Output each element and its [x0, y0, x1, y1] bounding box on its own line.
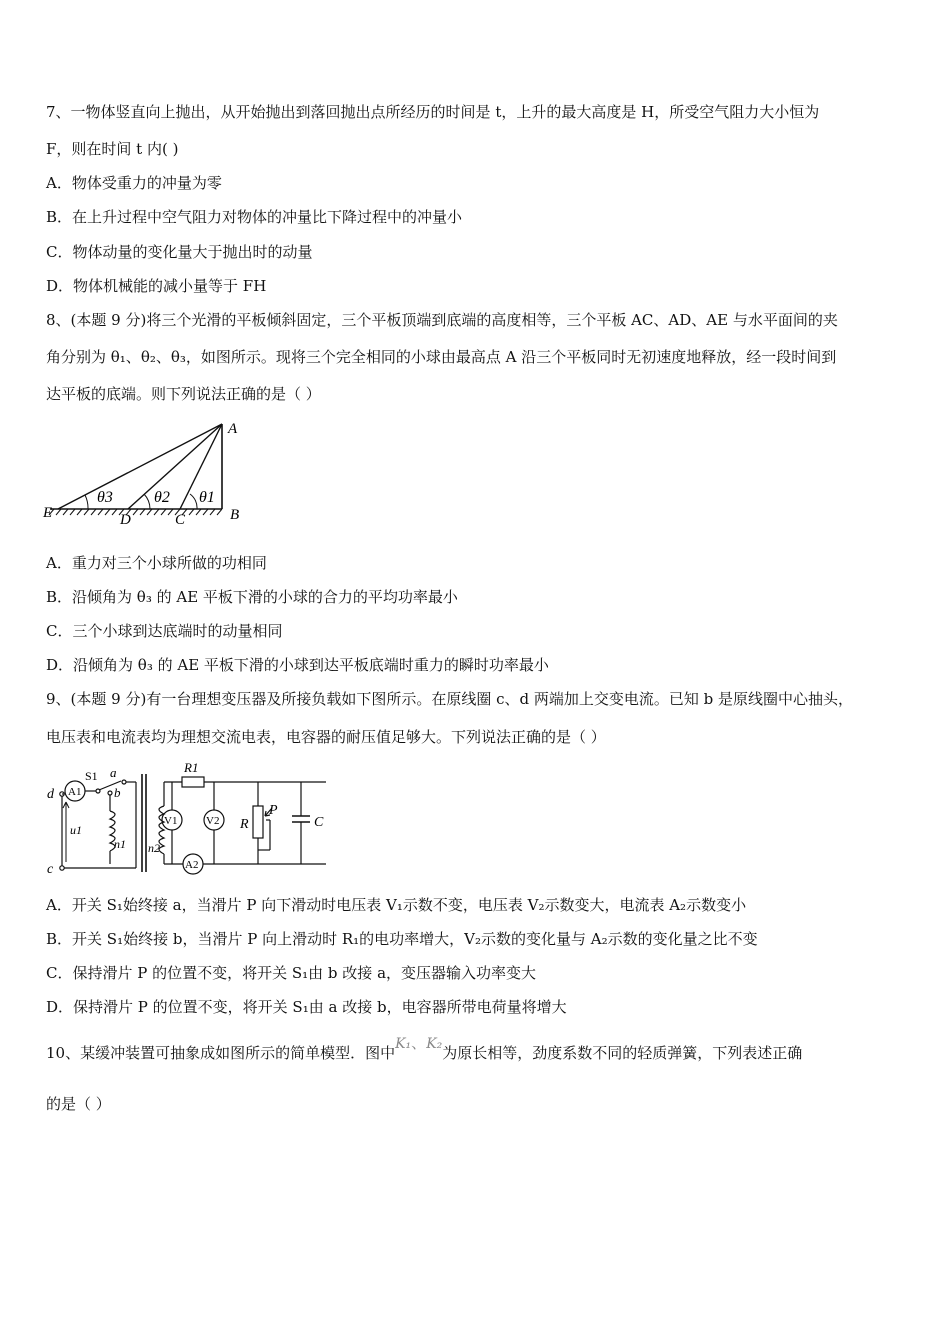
- q9-label-r1: R1: [184, 760, 199, 775]
- q8-stem-line2: 角分别为 θ₁、θ₂、θ₃，如图所示。现将三个完全相同的小球由最高点 A 沿三个平板同时无初速度地释放，经一段时间到: [46, 348, 837, 366]
- q9-label-a: a: [110, 765, 117, 780]
- q9-option-d: D．保持滑片 P 的位置不变，将开关 S₁由 a 改接 b，电容器所带电荷量将增大: [46, 998, 567, 1016]
- q8-label-c: C: [175, 512, 186, 528]
- q9-label-d: d: [47, 787, 54, 802]
- q9-label-v2: V2: [206, 815, 220, 827]
- q7-option-a: A．物体受重力的冲量为零: [46, 174, 222, 192]
- q9-label-r: R: [240, 817, 249, 832]
- q9-label-c: c: [47, 862, 54, 877]
- q8-label-a: A: [228, 421, 238, 437]
- q8-label-e: E: [43, 505, 53, 521]
- q7-option-c: C．物体动量的变化量大于抛出时的动量: [46, 243, 313, 261]
- q8-label-theta2: θ2: [154, 489, 170, 506]
- q9-label-n1: n1: [114, 837, 126, 851]
- q10-sep: 、: [411, 1034, 427, 1052]
- q7-stem-line2: F，则在时间 t 内( ): [46, 140, 179, 158]
- q8-label-b: B: [230, 507, 240, 523]
- q10-stem-pre: 10、某缓冲装置可抽象成如图所示的简单模型．图中: [46, 1044, 396, 1062]
- q9-label-capacitor: C: [314, 815, 324, 830]
- q8-option-c: C．三个小球到达底端时的动量相同: [46, 622, 283, 640]
- q7-stem-line1: 7、一物体竖直向上抛出，从开始抛出到落回抛出点所经历的时间是 t，上升的最大高度是 H，所受空气阻力大小恒为: [46, 103, 820, 121]
- q10-stem-post: 为原长相等，劲度系数不同的轻质弹簧，下列表述正确: [442, 1044, 803, 1062]
- q7-option-d: D．物体机械能的减小量等于 FH: [46, 277, 267, 295]
- q9-option-c: C．保持滑片 P 的位置不变，将开关 S₁由 b 改接 a，变压器输入功率变大: [46, 964, 537, 982]
- q10-stem-line2: 的是（ ）: [46, 1095, 111, 1113]
- q8-incline-figure: [40, 416, 260, 528]
- q8-option-a: A．重力对三个小球所做的功相同: [46, 554, 267, 572]
- q9-label-a1: A1: [68, 786, 82, 798]
- q10-stem-line1: [46, 1034, 803, 1064]
- q9-label-s1: S1: [85, 769, 98, 783]
- q8-option-b: B．沿倾角为 θ₃ 的 AE 平板下滑的小球的合力的平均功率最小: [46, 588, 458, 606]
- q9-option-b: B．开关 S₁始终接 b，当滑片 P 向上滑动时 R₁的电功率增大，V₂示数的变化量与 A₂示数的变化量之比不变: [46, 930, 758, 948]
- q8-stem-line1: 8、(本题 9 分)将三个光滑的平板倾斜固定，三个平板顶端到底端的高度相等，三个平板 AC、AD、AE 与水平面间的夹: [46, 311, 838, 329]
- q9-label-v1: V1: [164, 815, 178, 827]
- q9-label-p: P: [269, 803, 278, 818]
- q10-k1: K₁: [395, 1036, 412, 1052]
- q9-label-a2: A2: [185, 859, 199, 871]
- q8-label-theta1: θ1: [199, 489, 215, 506]
- q8-label-theta3: θ3: [97, 489, 113, 506]
- q9-label-b: b: [114, 785, 121, 800]
- q9-stem-line1: 9、(本题 9 分)有一台理想变压器及所接负载如下图所示。在原线圈 c、d 两端加上交变电流。已知 b 是原线圈中心抽头，: [46, 690, 854, 708]
- q9-transformer-circuit: [44, 756, 334, 882]
- q10-k2: K₂: [426, 1036, 443, 1052]
- q9-label-n2: n2: [148, 841, 160, 855]
- q7-option-b: B．在上升过程中空气阻力对物体的冲量比下降过程中的冲量小: [46, 208, 463, 226]
- q9-option-a: A．开关 S₁始终接 a，当滑片 P 向下滑动时电压表 V₁示数不变，电压表 V₂示数变大，电流表 A₂示数变小: [46, 896, 747, 914]
- q8-option-d: D．沿倾角为 θ₃ 的 AE 平板下滑的小球到达平板底端时重力的瞬时功率最小: [46, 656, 549, 674]
- q8-stem-line3: 达平板的底端。则下列说法正确的是（ ）: [46, 385, 321, 403]
- q9-label-u1: u1: [70, 823, 82, 837]
- q9-stem-line2: 电压表和电流表均为理想交流电表，电容器的耐压值足够大。下列说法正确的是（ ）: [46, 728, 606, 746]
- q8-label-d: D: [120, 512, 131, 528]
